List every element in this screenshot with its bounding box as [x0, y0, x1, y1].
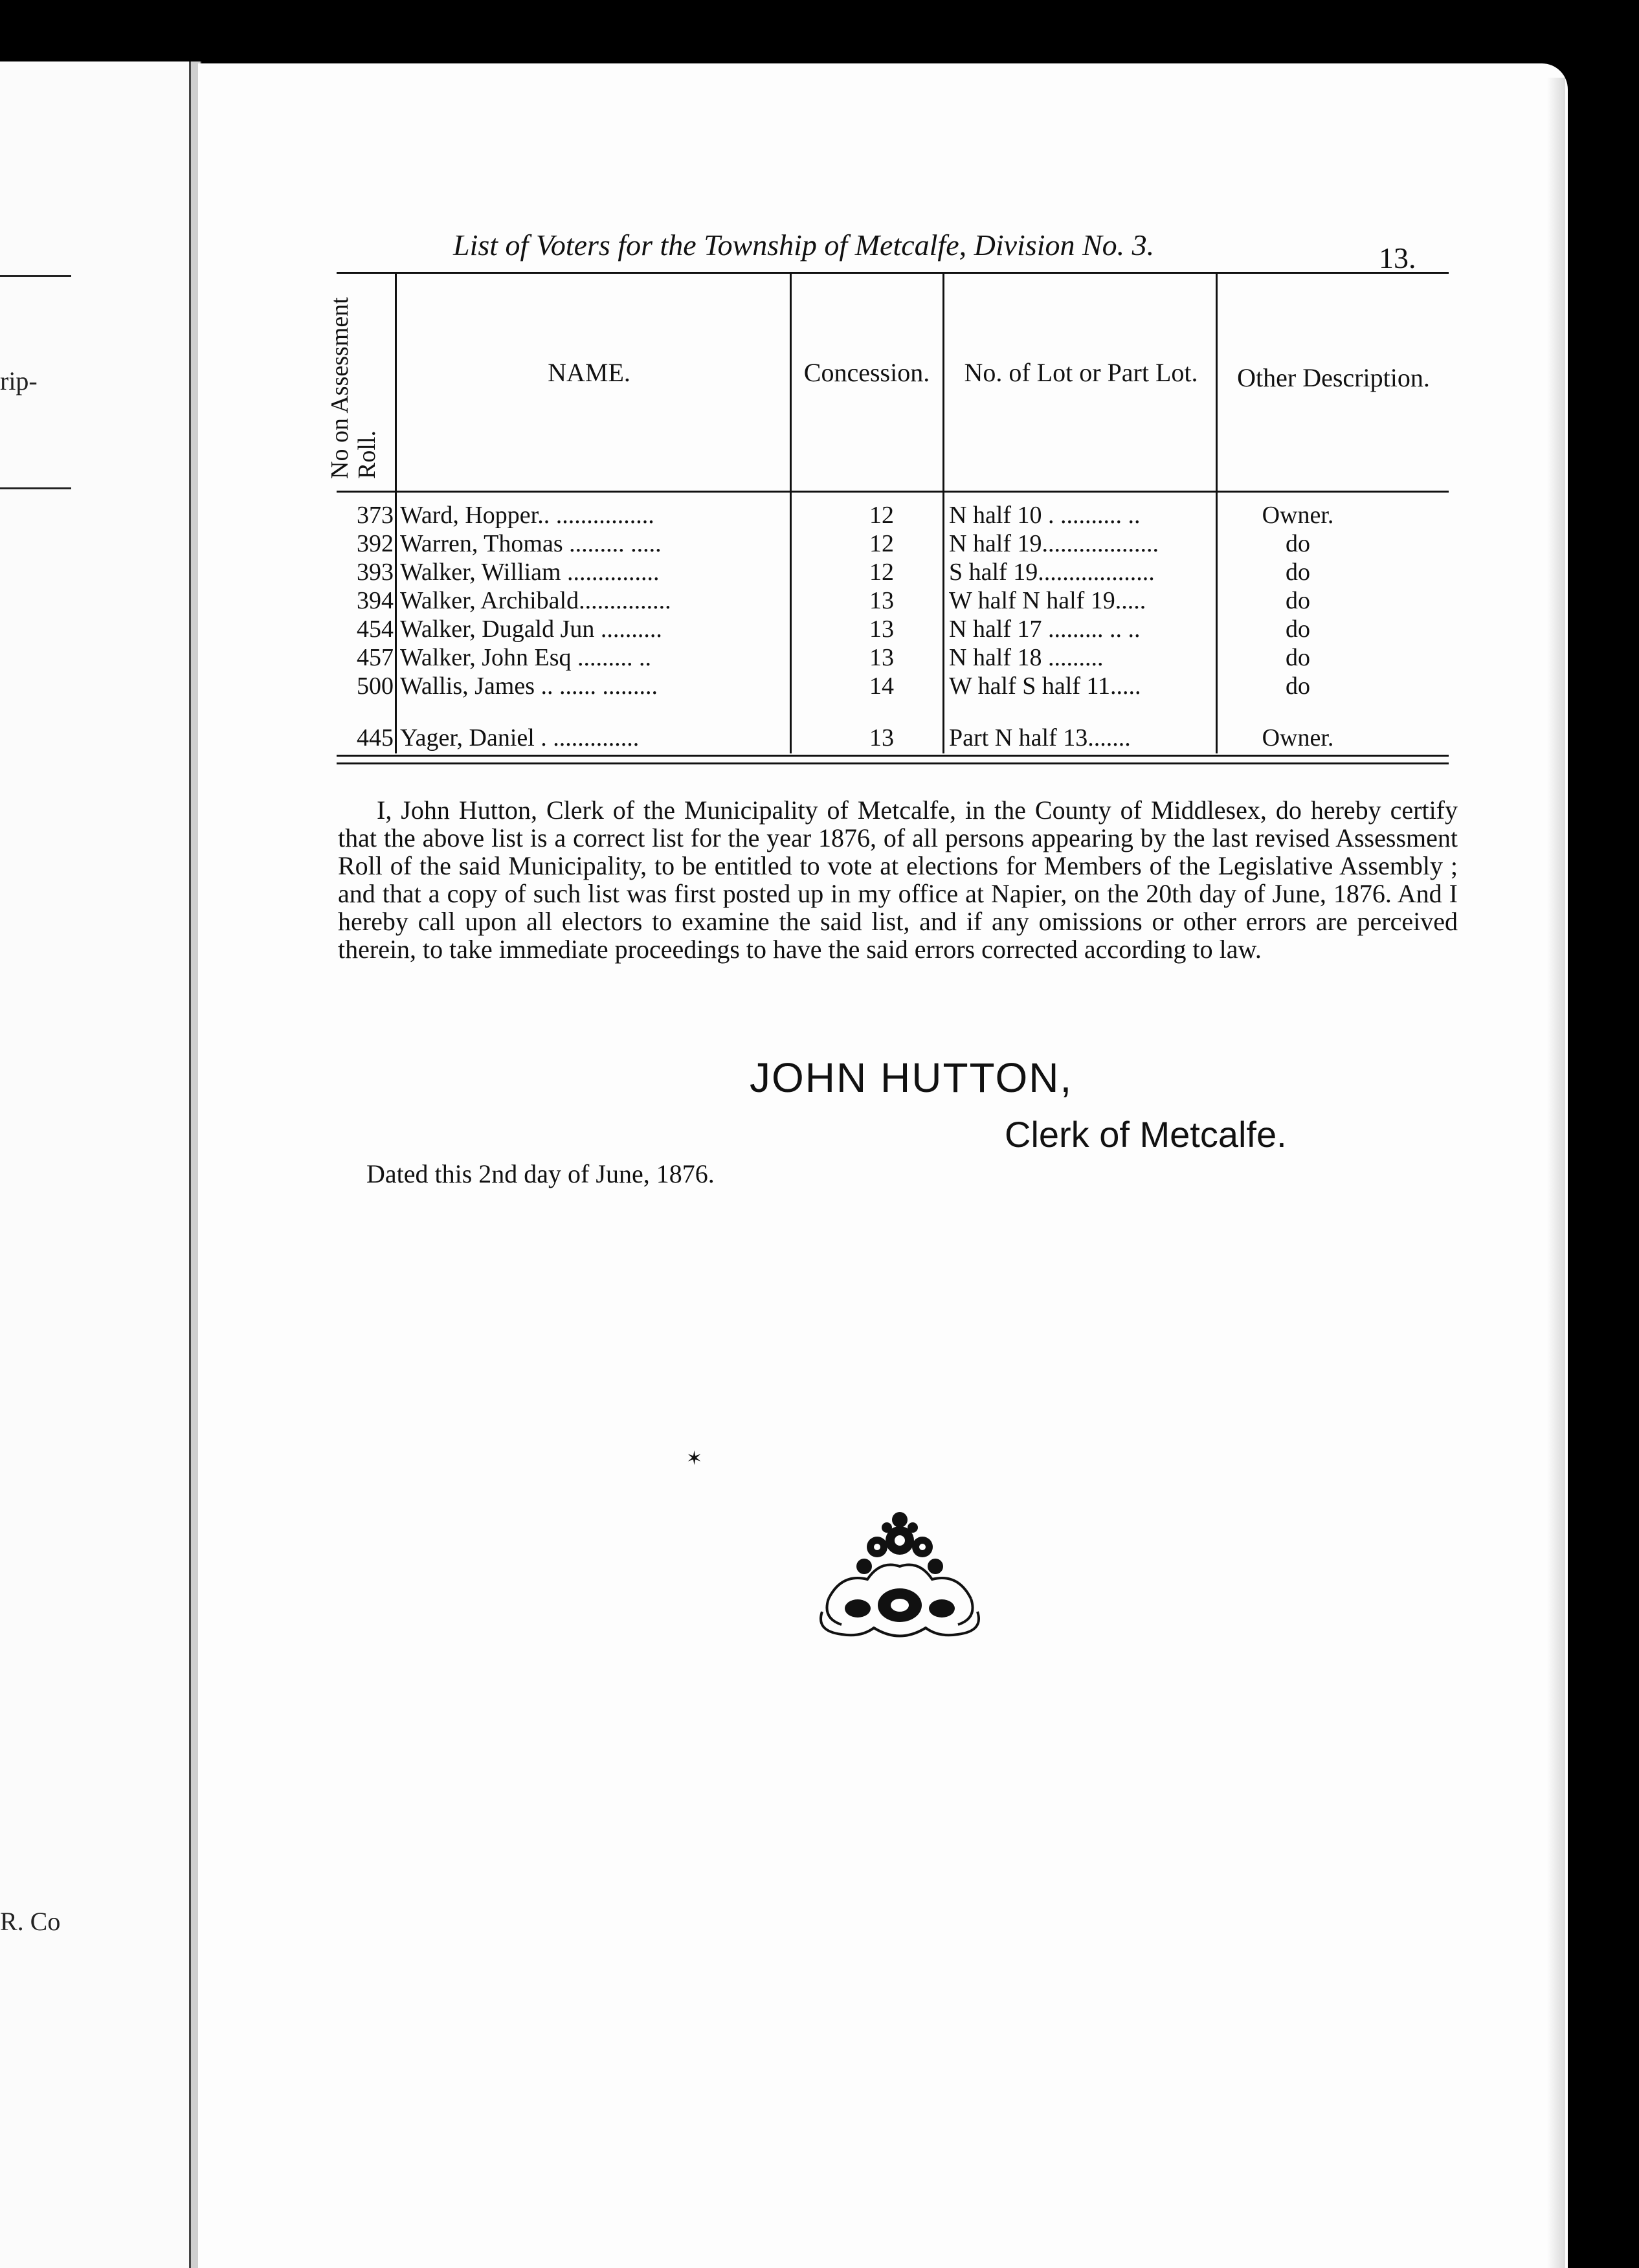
- signature-name: JOHN HUTTON,: [750, 1054, 1073, 1101]
- cell-lot: N half 18 .........: [949, 644, 1104, 671]
- cell-name: Ward, Hopper.. ................: [400, 502, 654, 529]
- table-header-rule: [337, 491, 1449, 493]
- cell-other: do: [1286, 559, 1310, 586]
- signature-title: Clerk of Metcalfe.: [1005, 1114, 1287, 1155]
- cell-roll-no: 373: [357, 502, 394, 529]
- cell-roll-no: 445: [357, 724, 394, 751]
- cell-lot: Part N half 13.......: [949, 724, 1131, 751]
- cell-roll-no: 457: [357, 644, 394, 671]
- cell-name: Walker, John Esq ......... ..: [400, 644, 652, 671]
- cell-lot: W half S half 11.....: [949, 673, 1141, 700]
- cell-lot: S half 19...................: [949, 559, 1155, 586]
- cell-name: Walker, William ...............: [400, 559, 660, 586]
- cell-other: do: [1286, 673, 1310, 700]
- cell-other: do: [1286, 530, 1310, 557]
- cell-roll-no: 393: [357, 559, 394, 586]
- table-row: [337, 529, 1437, 558]
- cell-name: Warren, Thomas ......... .....: [400, 530, 662, 557]
- cell-roll-no: 500: [357, 673, 394, 700]
- column-header-concession: Concession.: [803, 358, 930, 387]
- table-bottom-double-rule: [337, 762, 1449, 764]
- cell-other: Owner.: [1262, 724, 1334, 751]
- cell-concession: 12: [869, 559, 894, 586]
- cell-concession: 13: [869, 644, 894, 671]
- column-header-name: NAME.: [548, 358, 630, 387]
- cell-other: do: [1286, 587, 1310, 614]
- cell-lot: N half 17 ......... .. ..: [949, 616, 1141, 643]
- table-row: [337, 724, 1437, 752]
- table-row: [337, 586, 1437, 615]
- page-header-title: List of Voters for the Township of Metcalfe, Division No. 3.: [453, 228, 1155, 261]
- table-row: [337, 672, 1437, 700]
- cell-concession: 12: [869, 530, 894, 557]
- left-page-rule-top: [0, 275, 71, 277]
- cell-lot: N half 10 . .......... ..: [949, 502, 1141, 529]
- table-bottom-rule: [337, 755, 1449, 757]
- cell-concession: 13: [869, 587, 894, 614]
- table-row: [337, 558, 1437, 586]
- cell-lot: N half 19...................: [949, 530, 1159, 557]
- column-header-lot: No. of Lot or Part Lot.: [964, 358, 1198, 387]
- column-header-other: Other Description.: [1237, 363, 1430, 392]
- column-header-no: No on Assessment Roll.: [326, 297, 381, 479]
- cell-other: do: [1286, 616, 1310, 643]
- ink-speck: ✶: [686, 1448, 703, 1469]
- cell-concession: 14: [869, 673, 894, 700]
- left-page-text-fragment: rip-: [0, 366, 38, 395]
- left-page-rule-bottom: [0, 487, 71, 489]
- cell-concession: 12: [869, 502, 894, 529]
- page-number: 13.: [1379, 241, 1416, 274]
- cell-concession: 13: [869, 724, 894, 751]
- floral-ornament-icon: [803, 1502, 997, 1651]
- cell-other: do: [1286, 644, 1310, 671]
- cell-name: Walker, Dugald Jun ..........: [400, 616, 662, 643]
- cell-name: Yager, Daniel . ..............: [400, 724, 640, 751]
- cell-concession: 13: [869, 616, 894, 643]
- table-row: [337, 501, 1437, 529]
- cell-name: Wallis, James .. ...... .........: [400, 673, 658, 700]
- cell-roll-no: 392: [357, 530, 394, 557]
- cell-roll-no: 394: [357, 587, 394, 614]
- dated-line: Dated this 2nd day of June, 1876.: [366, 1159, 715, 1188]
- table-row: [337, 643, 1437, 672]
- table-top-rule: [337, 272, 1449, 274]
- left-page-fragment: [0, 61, 189, 2268]
- certificate-paragraph: I, John Hutton, Clerk of the Municipality of Metcalfe, in the County of Middlesex, do hereby certify that the above list is a correct list for the year 1876, of all persons appearing by the last revised Assessment Roll of the said Municipality, to be entitled to vote at elections for Members of the Legislative Assembly ; and that a copy of such list was first posted up in my office at Napier, on the 20th day of June, 1876. And I hereby call upon all electors to examine the said list, and if any omissions or other errors are perceived therein, to take immediate proceedings to have the said errors corrected according to law.: [338, 795, 1458, 964]
- cell-other: Owner.: [1262, 502, 1334, 529]
- page-edge-shadow: [1547, 78, 1565, 2268]
- table-row: [337, 615, 1437, 643]
- cell-name: Walker, Archibald...............: [400, 587, 671, 614]
- cell-roll-no: 454: [357, 616, 394, 643]
- cell-lot: W half N half 19.....: [949, 587, 1146, 614]
- left-page-footer-fragment: R. Co: [0, 1907, 61, 1936]
